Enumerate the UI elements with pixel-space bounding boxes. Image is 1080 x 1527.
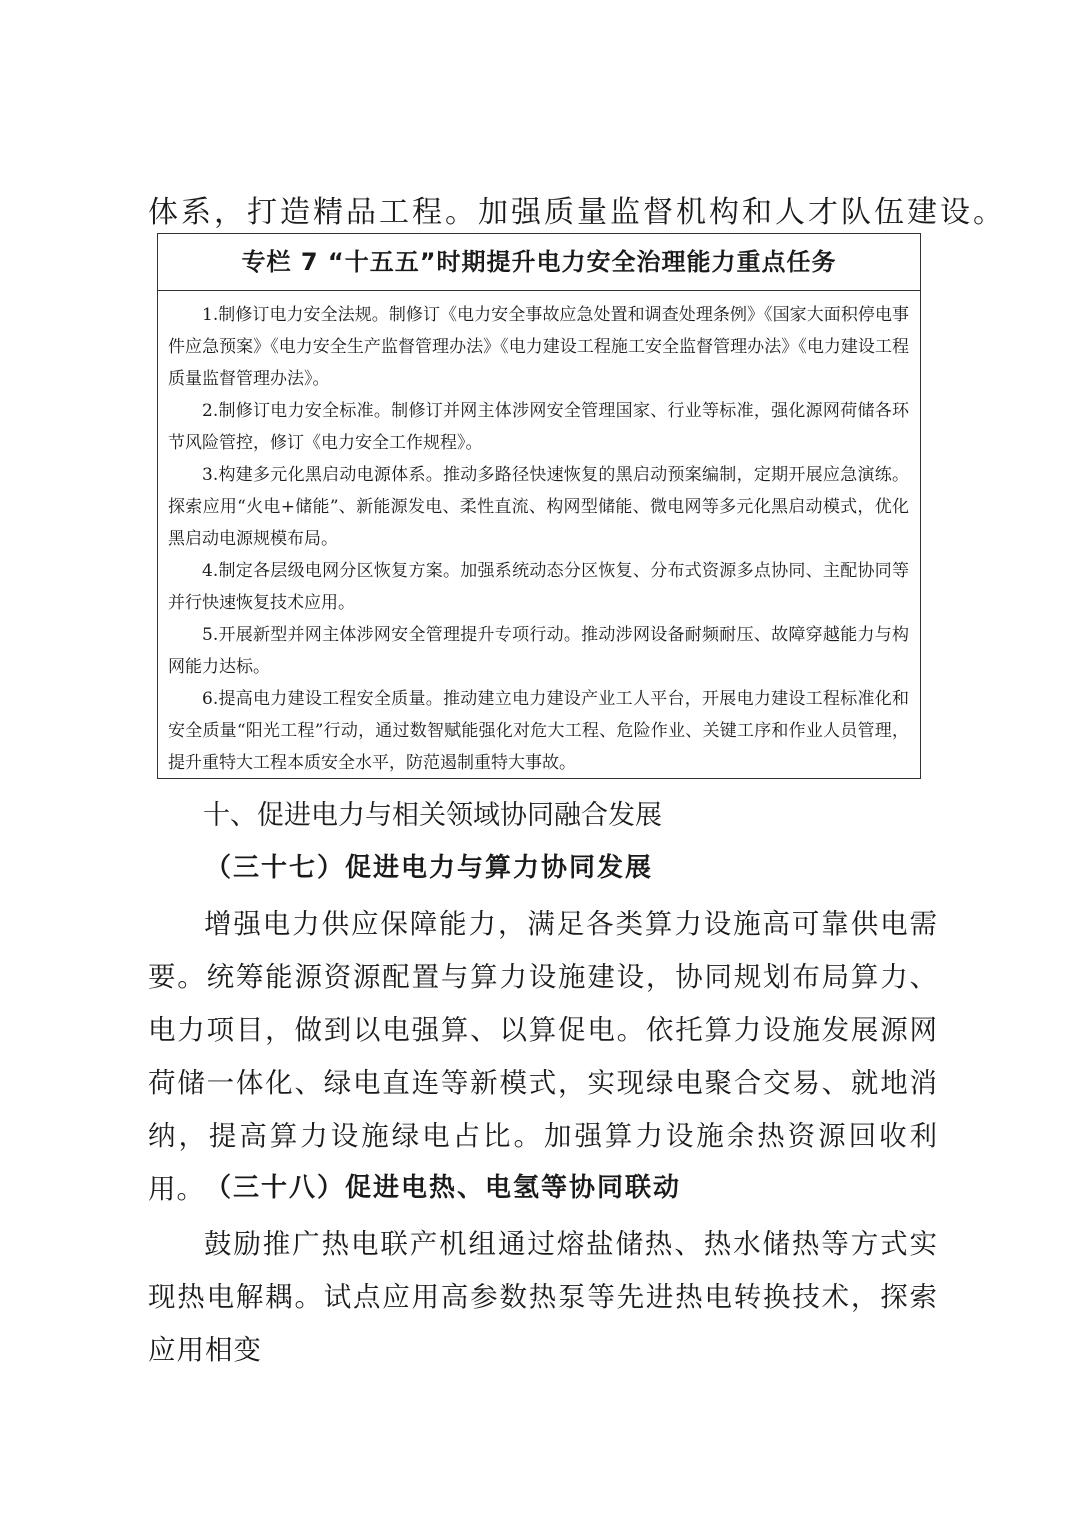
task-list <box>158 291 920 779</box>
task-item-1: 1.制修订电力安全法规。制修订《电力安全事故应急处置和调查处理条例》《国家大面积停电事件应急预案》《电力安全生产监督管理办法》《电力建设工程施工安全监督管理办法》《电力建设工程质量监督管理办法》。 <box>168 305 909 389</box>
task-item-4: 4.制定各层级电网分区恢复方案。加强系统动态分区恢复、分布式资源多点协同、主配协同等并行快速恢复技术应用。 <box>168 561 909 613</box>
task-item-5: 5.开展新型并网主体涉网安全管理提升专项行动。推动涉网设备耐频耐压、故障穿越能力与构网能力达标。 <box>168 625 909 677</box>
intro-line: 体系，打造精品工程。加强质量监督机构和人才队伍建设。 <box>148 195 1006 230</box>
body-paragraph-38: 鼓励推广热电联产机组通过熔盐储热、热水储热等方式实现热电解耦。试点应用高参数热泵等先进热电转换技术，探索应用相变 <box>148 1228 938 1366</box>
task-item-6: 6.提高电力建设工程安全质量。推动建立电力建设产业工人平台，开展电力建设工程标准化和安全质量“阳光工程”行动，通过数智赋能强化对危大工程、危险作业、关键工序和作业人员管理，提升重特大工程本质安全水平，防范遏制重特大事故。 <box>168 689 909 773</box>
task-item-2: 2.制修订电力安全标准。制修订并网主体涉网安全管理国家、行业等标准，强化源网荷储各环节风险管控，修订《电力安全工作规程》。 <box>168 401 909 453</box>
body-paragraph-37: 增强电力供应保障能力，满足各类算力设施高可靠供电需要。统筹能源资源配置与算力设施建设，协同规划布局算力、电力项目，做到以电强算、以算促电。依托算力设施发展源网荷储一体化、绿电直连等新模式，实现绿电聚合交易、就地消纳，提高算力设施绿电占比。加强算力设施余热资源回收利用。 <box>148 908 938 1205</box>
task-item-3: 3.构建多元化黑启动电源体系。推动多路径快速恢复的黑启动预案编制，定期开展应急演练。探索应用“火电+储能”、新能源发电、柔性直流、构网型储能、微电网等多元化黑启动模式，优化黑启动电源规模布局。 <box>168 465 909 549</box>
subsection-heading-37: （三十七）促进电力与算力协同发展 <box>205 853 654 883</box>
subsection-heading-38: （三十八）促进电热、电氢等协同联动 <box>205 1173 682 1203</box>
section-heading: 十、促进电力与相关领域协同融合发展 <box>203 800 662 831</box>
column-box <box>157 233 921 779</box>
column-title: 专栏 7 “十五五”时期提升电力安全治理能力重点任务 <box>158 234 920 291</box>
